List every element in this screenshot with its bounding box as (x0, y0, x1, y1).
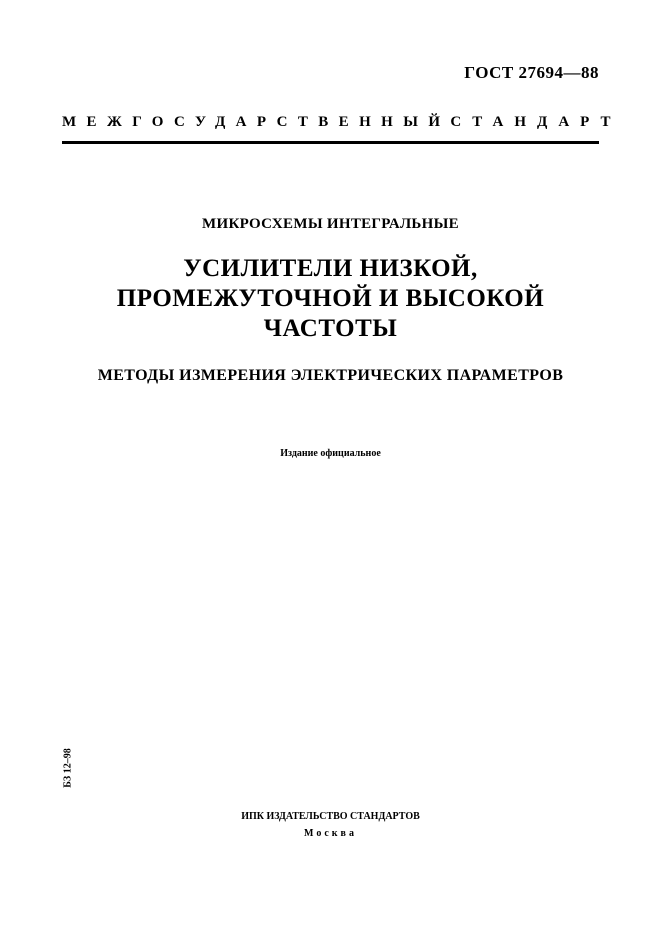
document-title (0, 254, 661, 344)
side-catalog-code (60, 744, 76, 792)
header-divider (62, 141, 599, 144)
side-catalog-code-text: БЗ 12–98 (62, 748, 74, 788)
edition-note: Издание официальное (280, 448, 381, 459)
gost-number: ГОСТ 27694—88 (464, 63, 599, 82)
document-category: МИКРОСХЕМЫ ИНТЕГРАЛЬНЫЕ (202, 216, 459, 232)
document-subtitle: МЕТОДЫ ИЗМЕРЕНИЯ ЭЛЕКТРИЧЕСКИХ ПАРАМЕТРОВ (97, 367, 564, 384)
document-title-line-2: ПРОМЕЖУТОЧНОЙ И ВЫСОКОЙ (116, 285, 545, 312)
document-title-line-1: УСИЛИТЕЛИ НИЗКОЙ, (183, 255, 478, 282)
publisher-city: Москва (304, 828, 357, 839)
standard-type-word-interstate: МЕЖГОСУДАРСТВЕННЫЙ (62, 114, 451, 130)
standard-type-heading (62, 114, 622, 131)
document-title-line-3: ЧАСТОТЫ (263, 315, 398, 342)
standard-type-word-standard: СТАНДАРТ (450, 114, 622, 130)
publisher-name: ИПК ИЗДАТЕЛЬСТВО СТАНДАРТОВ (241, 811, 420, 822)
